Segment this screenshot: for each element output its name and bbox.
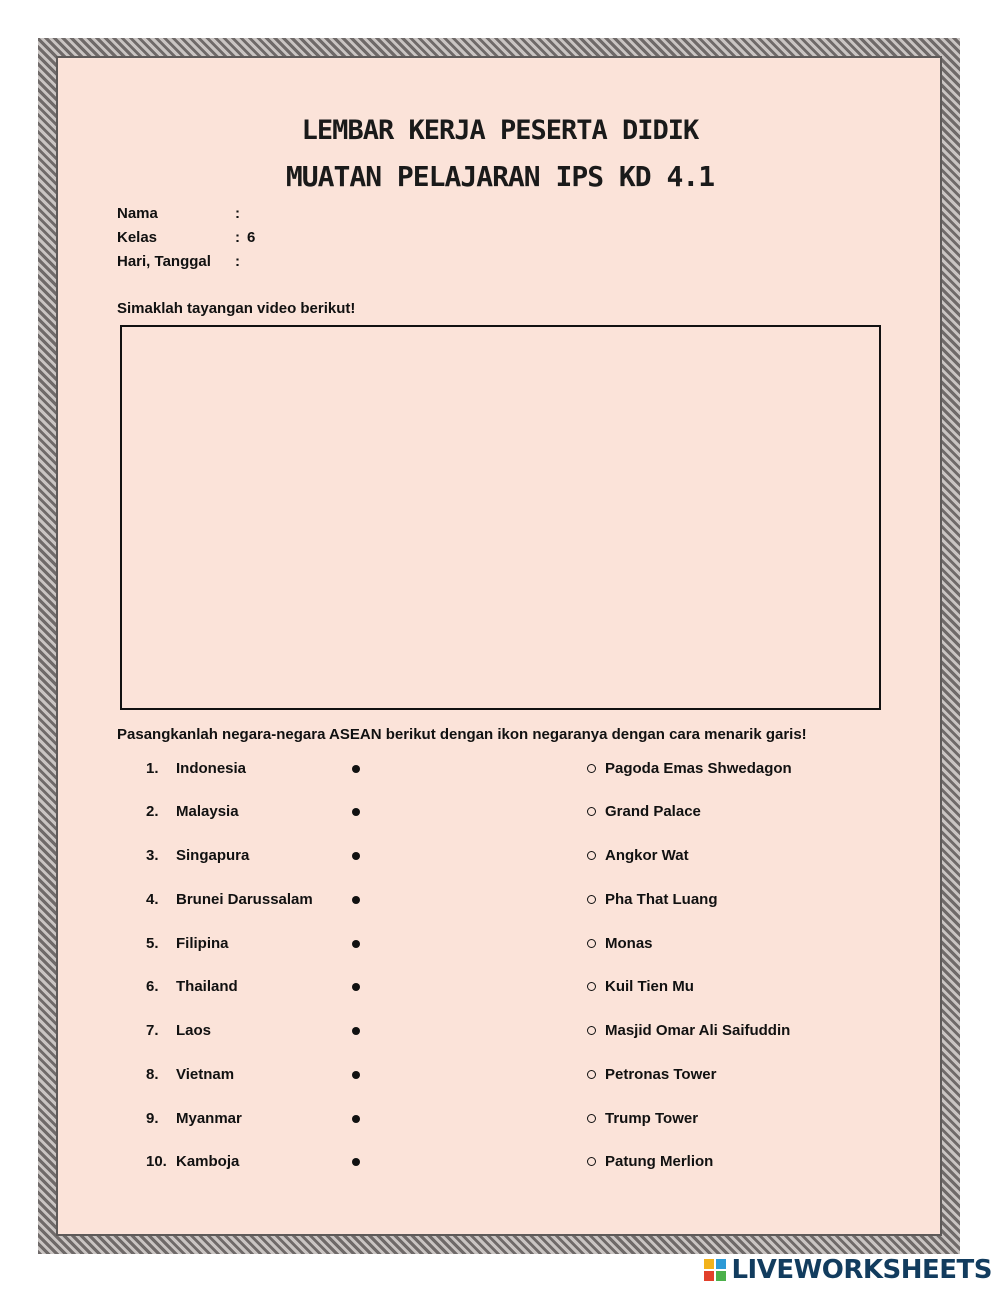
- landmark-name: Kuil Tien Mu: [605, 978, 694, 995]
- liveworksheets-logo: [704, 1257, 992, 1283]
- info-nama: [117, 205, 247, 222]
- landmark-name: Pagoda Emas Shwedagon: [605, 760, 792, 777]
- icon-connector-circle[interactable]: [587, 807, 596, 816]
- country-connector-dot[interactable]: [352, 940, 360, 948]
- landmark-name: Trump Tower: [605, 1110, 699, 1127]
- info-kelas: [117, 229, 255, 246]
- match-row: [0, 1066, 1000, 1090]
- country-name: Brunei Darussalam: [176, 891, 313, 908]
- country-connector-dot[interactable]: [352, 896, 360, 904]
- icon-connector-circle[interactable]: [587, 895, 596, 904]
- icon-connector-circle[interactable]: [587, 1070, 596, 1079]
- country-connector-dot[interactable]: [352, 765, 360, 773]
- info-label: Kelas: [117, 229, 158, 246]
- country-name: Thailand: [176, 978, 238, 995]
- icon-connector-circle[interactable]: [587, 1114, 596, 1123]
- country-name: Kamboja: [176, 1153, 240, 1170]
- country-name: Filipina: [176, 935, 229, 952]
- landmark-name: Pha That Luang: [605, 891, 718, 908]
- match-row: [0, 760, 1000, 784]
- info-colon: :: [235, 253, 240, 270]
- country-connector-dot[interactable]: [352, 1158, 360, 1166]
- country-connector-dot[interactable]: [352, 1027, 360, 1035]
- icon-connector-circle[interactable]: [587, 1157, 596, 1166]
- icon-connector-circle[interactable]: [587, 1026, 596, 1035]
- landmark-name: Grand Palace: [605, 803, 701, 820]
- landmark-name: Patung Merlion: [605, 1153, 714, 1170]
- landmark-name: Masjid Omar Ali Saifuddin: [605, 1022, 791, 1039]
- logo-mark-icon: [704, 1259, 726, 1281]
- match-row: [0, 1110, 1000, 1134]
- country-number: 1.: [146, 760, 159, 777]
- match-row: [0, 935, 1000, 959]
- country-name: Malaysia: [176, 803, 239, 820]
- info-colon: :: [235, 229, 240, 246]
- country-connector-dot[interactable]: [352, 1115, 360, 1123]
- icon-connector-circle[interactable]: [587, 939, 596, 948]
- country-name: Myanmar: [176, 1110, 242, 1127]
- info-tanggal: [117, 253, 247, 270]
- country-name: Laos: [176, 1022, 212, 1039]
- icon-connector-circle[interactable]: [587, 764, 596, 773]
- country-connector-dot[interactable]: [352, 983, 360, 991]
- info-colon: :: [235, 205, 240, 222]
- worksheet-title: LEMBAR KERJA PESERTA DIDIK: [301, 115, 699, 146]
- info-label: Nama: [117, 205, 158, 222]
- match-row: [0, 847, 1000, 871]
- worksheet-subtitle: MUATAN PELAJARAN IPS KD 4.1: [285, 160, 715, 193]
- landmark-name: Petronas Tower: [605, 1066, 717, 1083]
- country-name: Vietnam: [176, 1066, 235, 1083]
- logo-text: LIVEWORKSHEETS: [731, 1255, 992, 1285]
- country-number: 4.: [146, 891, 159, 908]
- country-number: 7.: [146, 1022, 159, 1039]
- country-connector-dot[interactable]: [352, 1071, 360, 1079]
- country-name: Indonesia: [176, 760, 247, 777]
- match-row: [0, 978, 1000, 1002]
- landmark-name: Monas: [605, 935, 653, 952]
- country-number: 9.: [146, 1110, 159, 1127]
- matching-instruction: Pasangkanlah negara-negara ASEAN berikut dengan ikon negaranya dengan cara menarik garis!: [117, 726, 807, 743]
- country-connector-dot[interactable]: [352, 852, 360, 860]
- icon-connector-circle[interactable]: [587, 982, 596, 991]
- match-row: [0, 803, 1000, 827]
- country-number: 8.: [146, 1066, 159, 1083]
- info-value: 6: [247, 229, 256, 246]
- country-connector-dot[interactable]: [352, 808, 360, 816]
- icon-connector-circle[interactable]: [587, 851, 596, 860]
- country-number: 5.: [146, 935, 159, 952]
- match-row: [0, 891, 1000, 915]
- match-row: [0, 1153, 1000, 1177]
- country-number: 10.: [146, 1153, 167, 1170]
- video-player[interactable]: [120, 325, 881, 710]
- info-label: Hari, Tanggal: [117, 253, 211, 270]
- landmark-name: Angkor Wat: [605, 847, 689, 864]
- country-number: 2.: [146, 803, 159, 820]
- country-number: 6.: [146, 978, 159, 995]
- country-number: 3.: [146, 847, 159, 864]
- country-name: Singapura: [176, 847, 250, 864]
- video-instruction: Simaklah tayangan video berikut!: [117, 300, 356, 317]
- match-row: [0, 1022, 1000, 1046]
